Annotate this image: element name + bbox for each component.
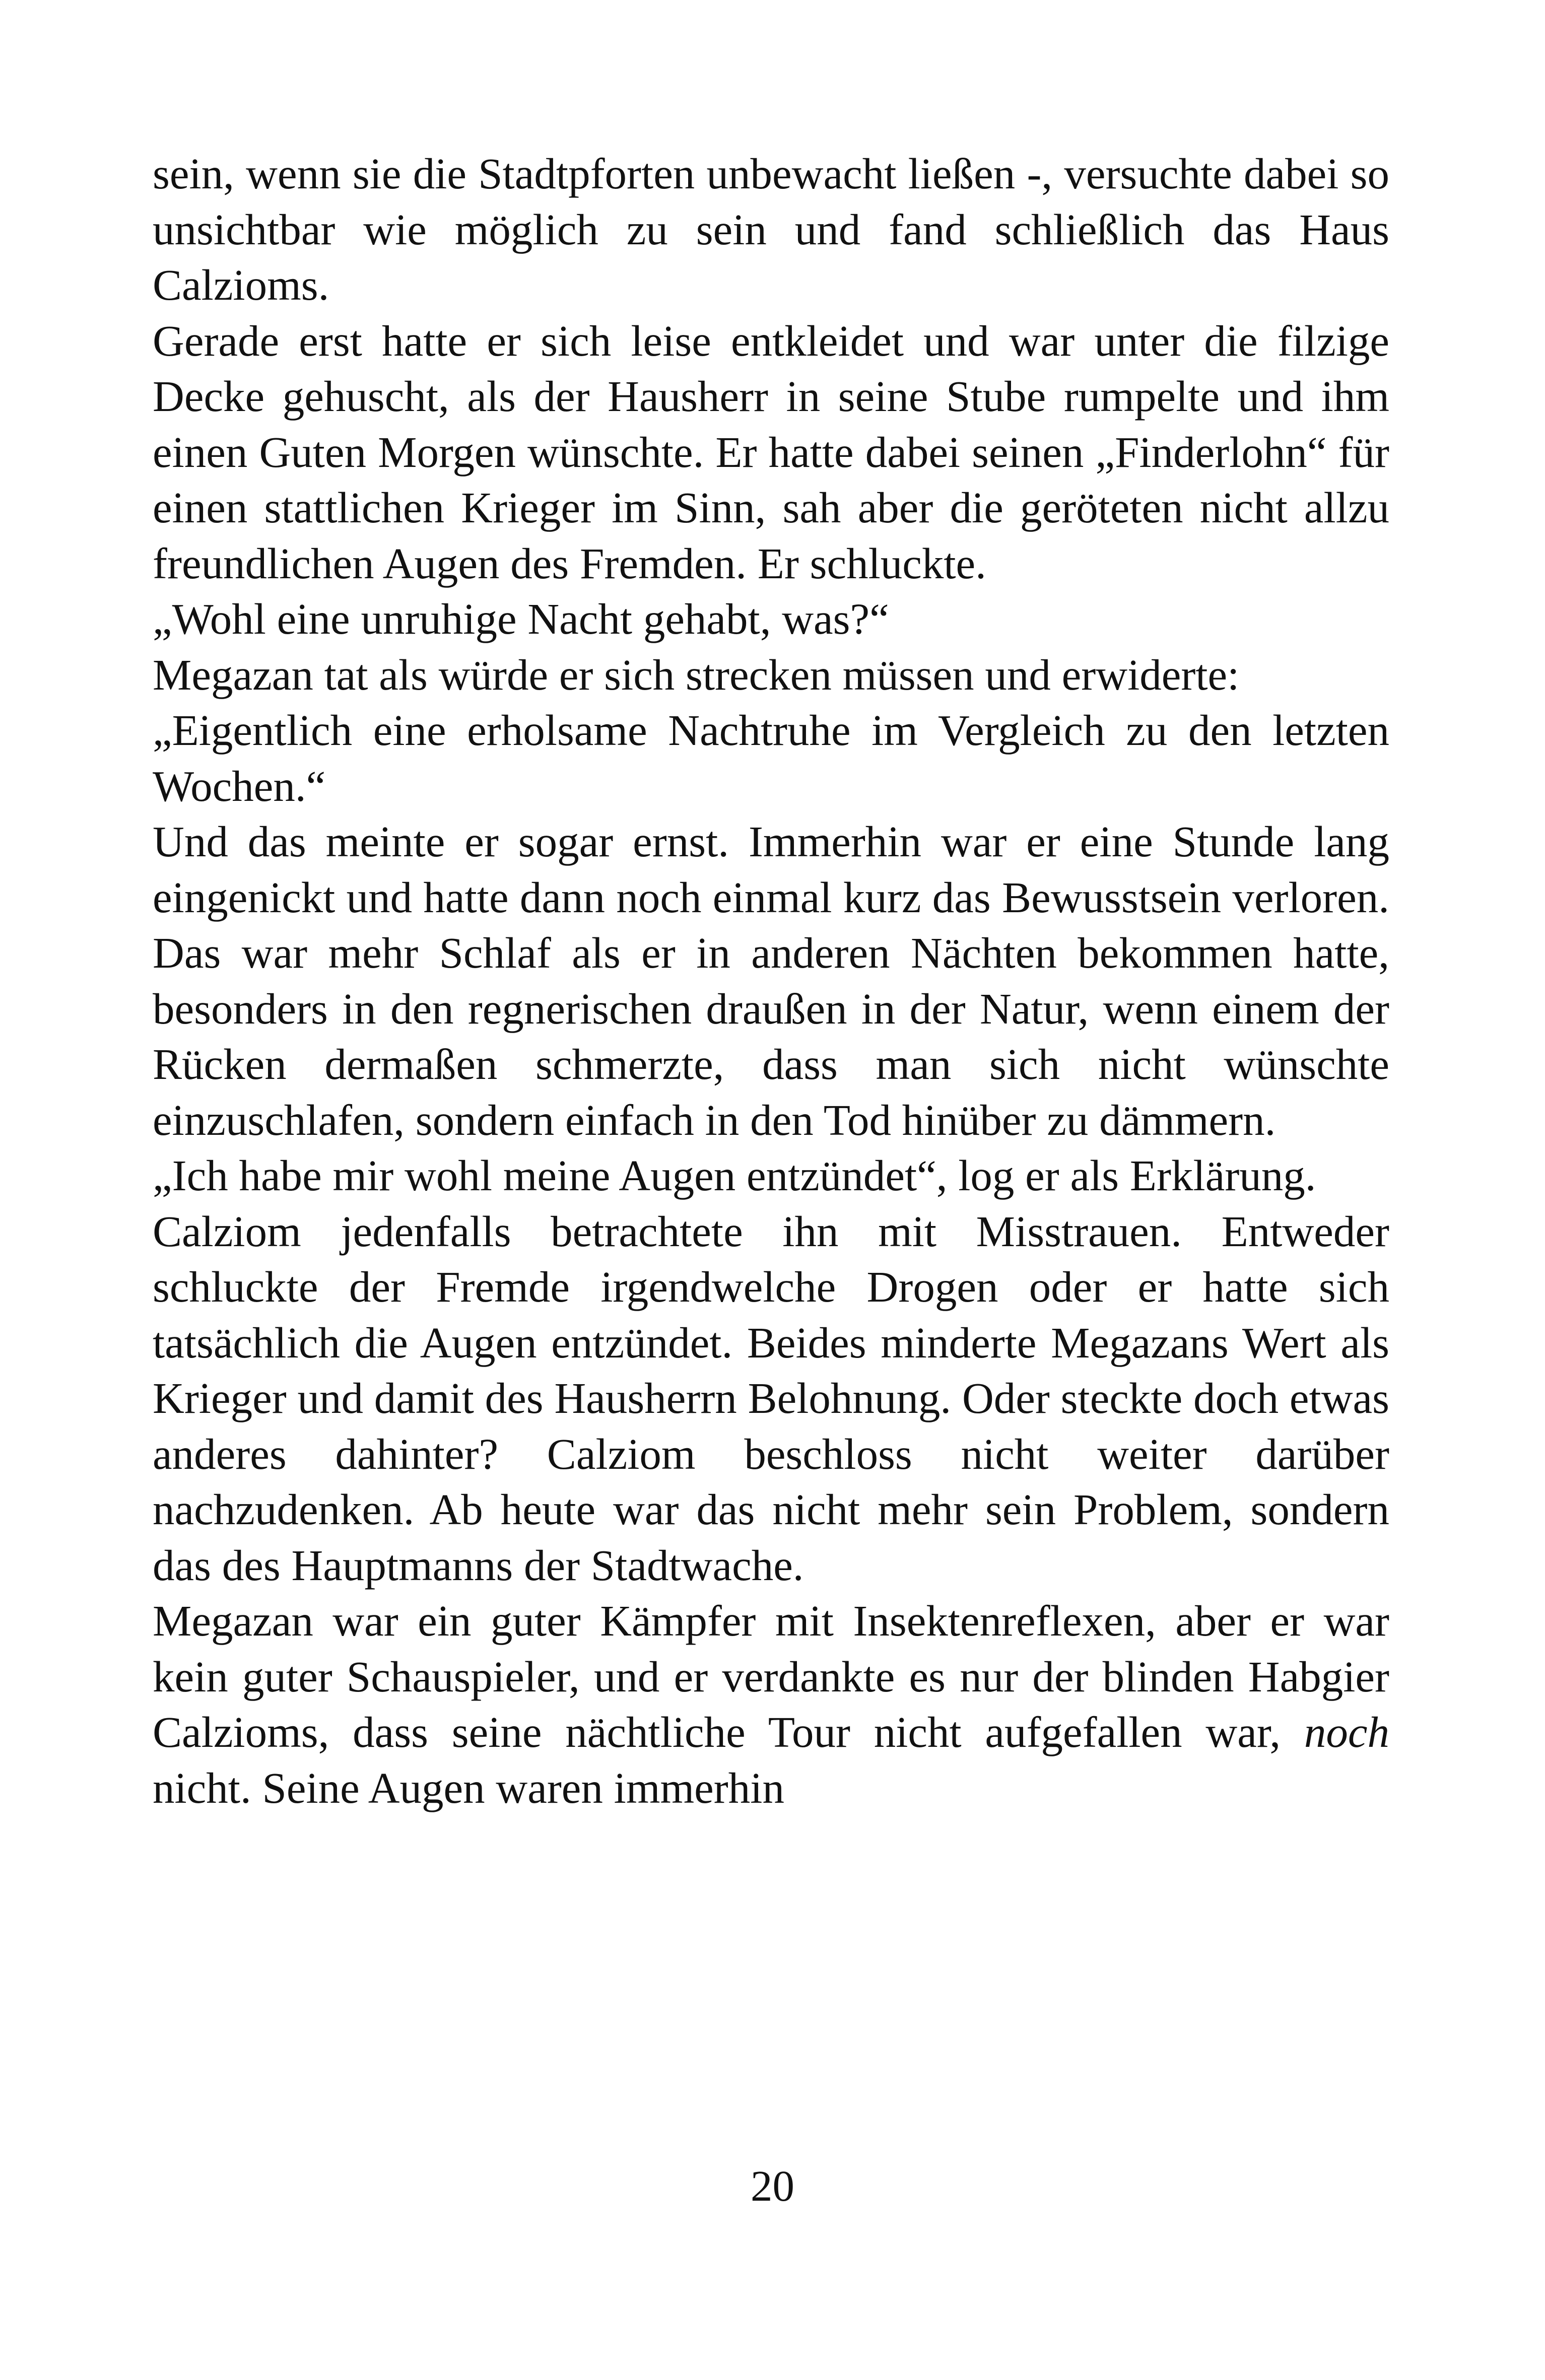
page-number: 20 [751, 2161, 794, 2210]
paragraph: Megazan tat als würde er sich strecken müssen und erwiderte: [153, 650, 1240, 699]
emphasized-word: noch [1304, 1708, 1389, 1756]
paragraph: Gerade erst hatte er sich leise entkleidet und war unter die filzige Decke gehuscht, als der Hausherr in seine Stube rumpelte und ihm einen Guten Morgen wünschte. Er hatte dabei seinen „Finderlohn“ für einen stattlichen Krieger im Sinn, sah aber die geröteten nicht allzu freundlichen Augen des Fremden. Er schluckte. [153, 316, 1389, 588]
paragraph: „Wohl eine unruhige Nacht gehabt, was?“ [153, 594, 889, 643]
paragraph: Und das meinte er sogar ernst. Immerhin war er eine Stunde lang eingenickt und hatte dann noch einmal kurz das Bewusstsein verloren. Das war mehr Schlaf als er in anderen Nächten bekommen hatte, besonders in den regnerischen draußen in der Natur, wenn einem der Rücken dermaßen schmerzte, dass man sich nicht wünschte einzuschlafen, sondern einfach in den Tod hinüber zu dämmern. [153, 817, 1389, 1144]
paragraph: „Ich habe mir wohl meine Augen entzündet“, log er als Erklärung. [153, 1151, 1316, 1200]
paragraph-last [153, 1593, 1389, 1816]
paragraph: Calziom jedenfalls betrachtete ihn mit Misstrauen. Entweder schluckte der Fremde irgendwelche Drogen oder er hatte sich tatsächlich die Augen entzündet. Beides minderte Megazans Wert als Krieger und damit des Hausherrn Belohnung. Oder steckte doch etwas anderes dahinter? Calziom beschloss nicht weiter darüber nachzudenken. Ab heute war das nicht mehr sein Problem, sondern das des Hauptmanns der Stadtwache. [153, 1206, 1389, 1590]
body-text [153, 146, 1389, 1816]
paragraph-text: Megazan war ein guter Kämpfer mit Insektenreflexen, aber er war kein guter Schauspieler, und er verdankte es nur der blinden Habgier Calzioms, dass seine nächtliche Tour nicht aufgefallen war, [153, 1596, 1389, 1756]
paragraph-text: nicht. Seine Augen waren immerhin [153, 1763, 784, 1812]
paragraph: sein, wenn sie die Stadtpforten unbewacht ließen -, versuchte dabei so unsichtbar wie möglich zu sein und fand schließlich das Haus Calzioms. [153, 149, 1389, 309]
paragraph: „Eigentlich eine erholsame Nachtruhe im Vergleich zu den letzten Wochen.“ [153, 706, 1389, 810]
